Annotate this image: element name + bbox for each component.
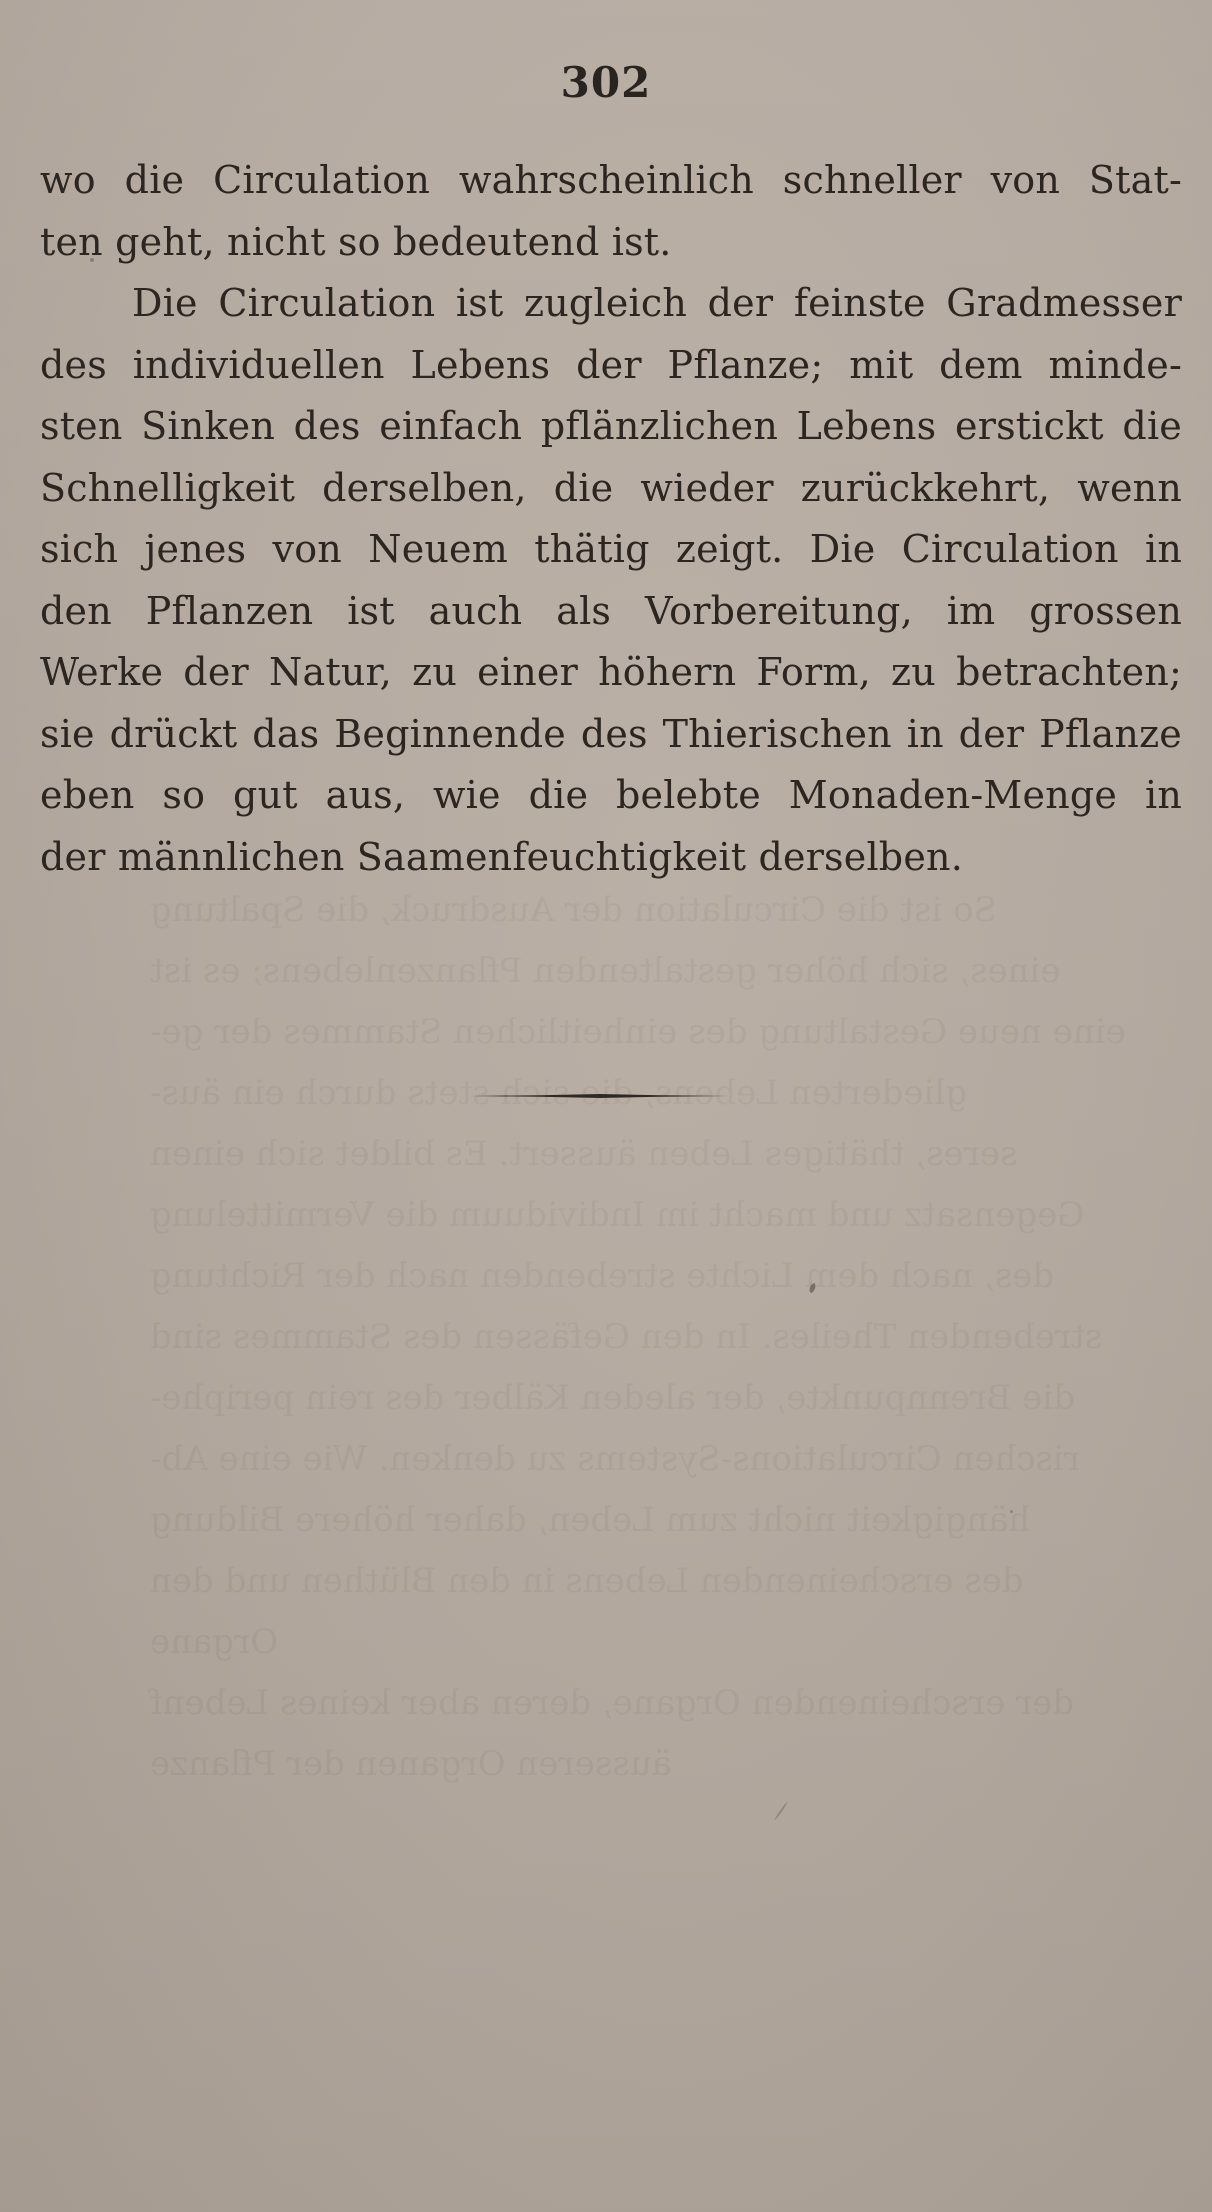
paper-speck xyxy=(90,258,94,262)
page-number: 302 xyxy=(560,58,652,107)
text-line: Die Circulation ist zugleich der feinste Gradmesser xyxy=(132,281,1182,325)
text-line: sie drückt das Beginnende des Thierischen in der Pflanze xyxy=(40,711,1182,756)
text-line: wo die Circulation wahrscheinlich schneller von Stat- xyxy=(40,158,1182,202)
text-line: Schnelligkeit derselben, die wieder zurückkehrt, wenn xyxy=(40,465,1182,510)
bleed-through-texture: So ist die Circulation der Ausdruck, die Spaltung eines, sich höher gestaltenden Pflanzenlebens; es ist eine neue Gestaltung des einheitlichen Stammes der ge- gliederten Lebens, die sich stets durch ein äus- seres, thätiges Leben äussert. Es bildet sich einen Gegensatz und macht im Individuum die Vermittelung des, nach dem Lichte strebenden nach der Richtung strebenden Theiles. In den Gefässen des Stammes sind die Brennpunkte, der aleden Kälber des rein periphe- rischen Circulations-Systems zu denken. Wie eine Ab- hängigkeit nicht zum Leben, daher höhere Bildung des erscheinenden Lebens in den Blüthen und den Organe der erscheinenden Organe, deren aber keines Lebenf äusseren Organen der Pflanze xyxy=(150,890,1126,1784)
end-ornament-rule xyxy=(470,1093,730,1099)
text-line: ten geht, nicht so bedeutend ist. xyxy=(40,219,672,264)
text-line: sten Sinken des einfach pflänzlichen Lebens erstickt die xyxy=(40,404,1182,448)
body-text xyxy=(40,150,1182,888)
paper-speck xyxy=(808,1282,816,1293)
paper-speck xyxy=(1010,1510,1013,1513)
text-line: Werke der Natur, zu einer höhern Form, zu betrachten; xyxy=(40,650,1182,694)
text-line: eben so gut aus, wie die belebte Monaden-Menge in xyxy=(40,773,1182,817)
paper-speck xyxy=(774,1801,788,1820)
text-line: den Pflanzen ist auch als Vorbereitung, im grossen xyxy=(40,588,1182,633)
text-line: der männlichen Saamenfeuchtigkeit derselben. xyxy=(40,834,963,879)
text-line: sich jenes von Neuem thätig zeigt. Die Circulation in xyxy=(40,527,1182,571)
text-line: des individuellen Lebens der Pflanze; mit dem minde- xyxy=(40,342,1182,387)
